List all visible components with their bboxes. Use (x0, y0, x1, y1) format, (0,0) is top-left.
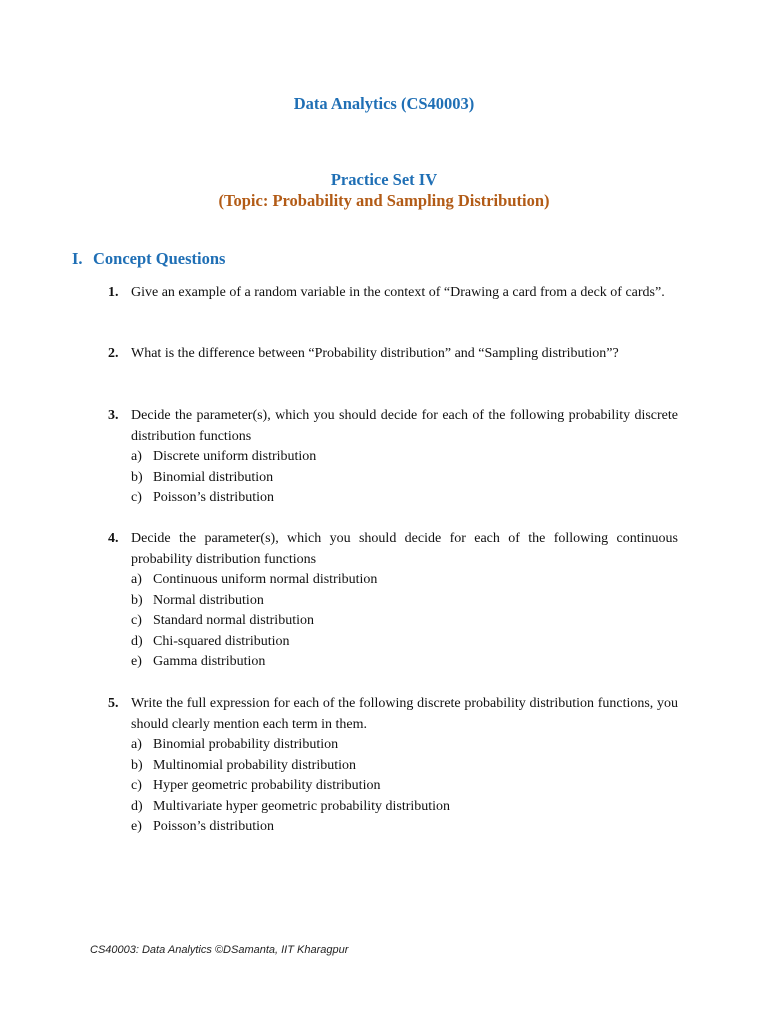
sub-item-text: Normal distribution (153, 592, 264, 608)
question-number: 4. (108, 531, 119, 546)
sub-item-text: Continuous uniform normal distribution (153, 572, 378, 587)
sub-item-letter: d) (131, 633, 143, 649)
sub-item-letter: e) (131, 819, 142, 834)
sub-item (131, 632, 678, 653)
question-2 (108, 344, 678, 365)
sub-item (131, 570, 678, 591)
question-number: 2. (108, 346, 119, 361)
question-number: 3. (108, 408, 119, 423)
sub-item-letter: b) (131, 592, 143, 608)
sub-item-text: Chi-squared distribution (153, 633, 290, 649)
sub-item-list (131, 447, 678, 509)
question-text: Write the full expression for each of the following discrete probability distribution functions, you should clearly mention each term in them. (131, 696, 678, 732)
question-number: 1. (108, 285, 119, 300)
question-1 (108, 283, 678, 304)
sub-item-letter: a) (131, 572, 142, 587)
sub-item (131, 447, 678, 468)
sub-item-text: Gamma distribution (153, 654, 266, 669)
sub-item-letter: d) (131, 798, 143, 814)
sub-item (131, 611, 678, 632)
question-4 (108, 529, 678, 673)
sub-item-text: Multinomial probability distribution (153, 757, 356, 773)
sub-item-letter: e) (131, 654, 142, 669)
section-title: Concept Questions (93, 249, 226, 268)
sub-item (131, 756, 678, 777)
sub-item-text: Poisson’s distribution (153, 490, 274, 505)
page-footer: CS40003: Data Analytics ©DSamanta, IIT Kharagpur (90, 944, 349, 956)
sub-item (131, 652, 678, 673)
sub-item-text: Binomial probability distribution (153, 737, 339, 752)
sub-item-text: Poisson’s distribution (153, 819, 274, 834)
sub-item (131, 468, 678, 489)
question-text: Give an example of a random variable in the context of “Drawing a card from a deck of cards”. (131, 285, 665, 300)
sub-item-letter: c) (131, 778, 142, 793)
sub-item (131, 591, 678, 612)
section-heading (72, 249, 225, 269)
section-number: I. (72, 249, 83, 268)
question-text: Decide the parameter(s), which you should decide for each of the following continuous probability distribution functions (131, 531, 678, 567)
sub-item-text: Multivariate hyper geometric probability distribution (153, 798, 451, 814)
sub-item (131, 817, 678, 838)
sub-item-list (131, 735, 678, 838)
practice-set-title: Practice Set IV (330, 170, 438, 189)
question-text: Decide the parameter(s), which you should decide for each of the following probability discrete distribution functions (131, 408, 678, 444)
sub-item (131, 488, 678, 509)
sub-item-text: Discrete uniform distribution (153, 449, 317, 464)
question-5 (108, 694, 678, 838)
course-title: Data Analytics (CS40003) (293, 94, 475, 113)
sub-item (131, 735, 678, 756)
topic-title: (Topic: Probability and Sampling Distribution) (218, 191, 550, 210)
sub-item-text: Binomial distribution (153, 469, 274, 485)
sub-item-letter: b) (131, 469, 143, 485)
question-3 (108, 406, 678, 509)
sub-item-letter: a) (131, 449, 142, 464)
sub-item (131, 776, 678, 797)
sub-item (131, 797, 678, 818)
question-number: 5. (108, 696, 119, 711)
sub-item-text: Standard normal distribution (153, 613, 314, 628)
sub-item-letter: c) (131, 613, 142, 628)
question-text: What is the difference between “Probability distribution” and “Sampling distribution”? (131, 346, 619, 361)
sub-item-list (131, 570, 678, 673)
sub-item-letter: a) (131, 737, 142, 752)
sub-item-letter: c) (131, 490, 142, 505)
sub-item-text: Hyper geometric probability distribution (153, 778, 381, 793)
sub-item-letter: b) (131, 757, 143, 773)
